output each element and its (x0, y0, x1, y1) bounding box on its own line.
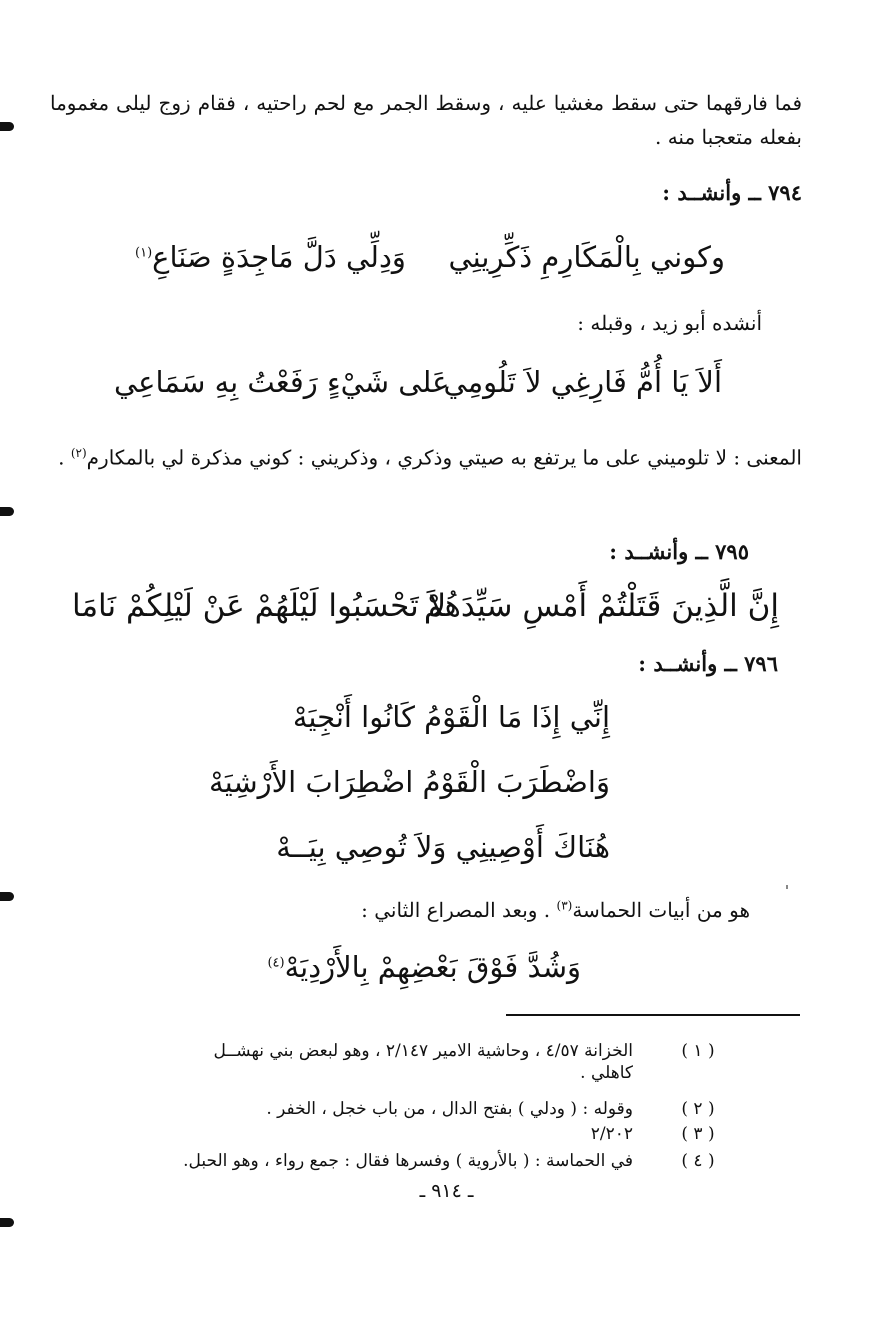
verse-795-second-hemistich: لاَ تَحْسَبُوا لَيْلَهُمْ عَنْ لَيْلِكُمْ نَامَا (72, 588, 447, 624)
verse-794b-second-hemistich: عَلى شَيْءٍ رَفَعْتُ بِهِ سَمَاعِي (114, 365, 450, 399)
verse-796-line-3: هُنَاكَ أَوْصِينِي وَلاَ تُوصِي بِيَــهْ (276, 830, 610, 864)
verse-796-line-2: وَاضْطَرَبَ الْقَوْمُ اضْطِرَابَ الأَرْشِيَهْ (209, 765, 610, 799)
entry-heading-795: ٧٩٥ ــ وأنشــد : (609, 539, 749, 564)
footnote-ref-2: (٢) (70, 446, 87, 460)
footnote-1 (50, 1040, 723, 1084)
verse-796-line-4: وَشُدَّ فَوْقَ بَعْضِهِمْ بِالأَرْدِيَهْ$^{(٤)}$ (267, 950, 581, 984)
margin-mark (0, 1218, 14, 1227)
meaning-paragraph: المعنى : لا تلوميني على ما يرتفع به صيتي وذكري ، وذكريني : كوني مذكرة لي بالمكارم$^{(٢)}$ . (58, 445, 802, 470)
intro-paragraph: فما فارقهما حتى سقط مغشيا عليه ، وسقط الجمر مع لحم راحتيه ، فقام زوج ليلى مغموما بفعله متعجبا منه . (50, 91, 802, 149)
footnote-text: الخزانة ٤/٥٧ ، وحاشية الامير ٢/١٤٧ ، وهو لبعض بني نهشــل (213, 1041, 633, 1061)
margin-mark (0, 122, 14, 131)
verse-796-line-1: إِنِّي إِذَا مَا الْقَوْمُ كَانُوا أَنْجِيَهْ (292, 700, 610, 734)
footnote-text-continued: كاهلي . (580, 1063, 633, 1083)
footnote-number: ( ١ ) (681, 1041, 715, 1061)
footnote-text: وقوله : ( ودلي ) بفتح الدال ، من باب خجل ، الخفر . (266, 1099, 633, 1119)
footnote-ref-1: (١) (135, 245, 153, 261)
footnote-4 (50, 1150, 723, 1172)
margin-mark (0, 892, 14, 901)
note-794: أنشده أبو زيد ، وقبله : (577, 311, 762, 335)
speck (786, 885, 788, 889)
footnote-text: ٢/٢٠٢ (590, 1124, 633, 1144)
footnote-ref-3: (٣) (556, 898, 573, 913)
footnote-text: في الحماسة : ( بالأروية ) وفسرها فقال : جمع رواء ، وهو الحبل. (183, 1151, 633, 1171)
verse-794b-first-hemistich: أَلاَ يَا أُمُّ فَارِغِي لاَ تَلُومِي (443, 365, 722, 399)
footnote-ref-4: (٤) (267, 955, 285, 971)
entry-heading-794: ٧٩٤ ــ وأنشــد : (662, 180, 802, 205)
entry-heading-796: ٧٩٦ ــ وأنشــد : (638, 651, 778, 676)
margin-mark (0, 507, 14, 516)
footnote-divider (506, 1014, 800, 1016)
verse-794-second-hemistich: وَدِلِّي دَلَّ مَاجِدَةٍ صَنَاعِ$^{(١)}$ (135, 240, 406, 274)
footnote-3 (50, 1123, 723, 1145)
footnote-number: ( ٣ ) (681, 1124, 715, 1144)
page-number: ـ ٩١٤ ـ (419, 1180, 474, 1202)
verse-795-first-hemistich: إِنَّ الَّذِينَ قَتَلْتُمْ أَمْسِ سَيِّدَهُمْ (423, 588, 779, 624)
note-796: هو من أبيات الحماسة$^{(٣)}$ . وبعد المصراع الثاني : (361, 898, 750, 922)
footnote-number: ( ٢ ) (681, 1099, 715, 1119)
verse-794-first-hemistich: وكوني بِالْمَكَارِمِ ذَكِّرِينِي (448, 240, 725, 274)
footnote-number: ( ٤ ) (681, 1151, 715, 1171)
footnote-2 (50, 1098, 723, 1120)
